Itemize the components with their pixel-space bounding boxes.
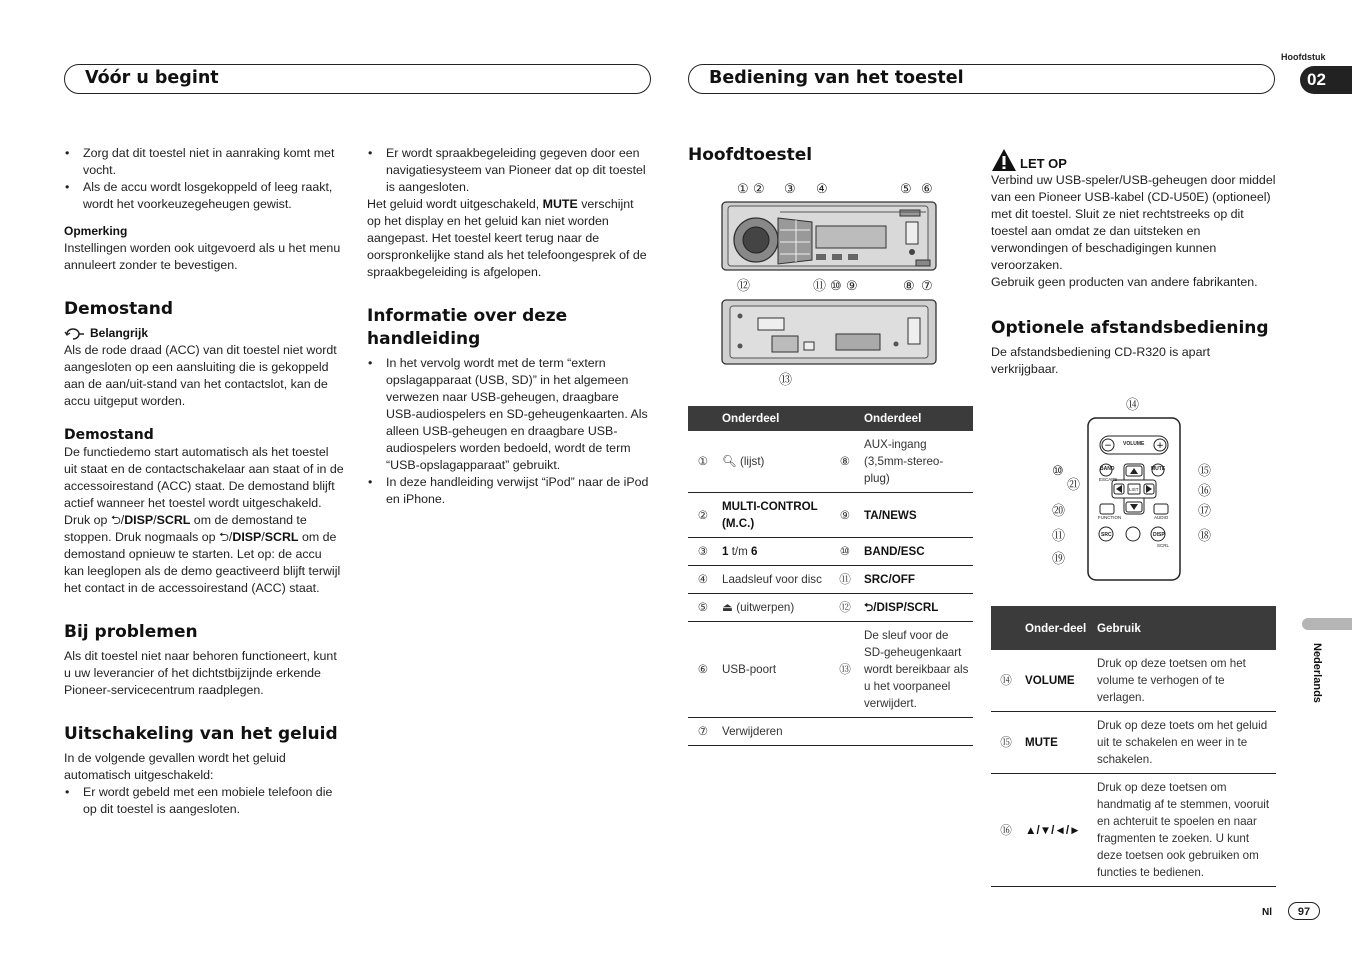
table-row	[688, 431, 973, 493]
head-unit-front-illustration	[720, 196, 940, 278]
row-number: ⑪	[830, 566, 860, 594]
mute-key: MUTE	[542, 197, 578, 211]
row-number	[830, 718, 860, 746]
back-icon: ⮌	[218, 530, 229, 544]
table-row	[688, 566, 973, 594]
remote-label-mute: MUTE	[1151, 466, 1166, 472]
part-text: OFF	[891, 573, 915, 586]
remote-heading: Optionele afstandsbediening	[991, 318, 1269, 338]
remote-label-audio: AUDIO	[1154, 515, 1169, 520]
remote-label-volume: VOLUME	[1123, 441, 1145, 447]
part-cell: USB-poort	[718, 622, 830, 718]
row-number: ⑦	[688, 718, 718, 746]
svg-text:−: −	[1104, 441, 1112, 451]
part-text: MULTI-CONTROL	[722, 500, 818, 513]
part-text: 6	[751, 545, 758, 558]
remote-label-scrl: SCRL	[1157, 543, 1170, 548]
spraak-bullets	[367, 145, 649, 196]
table-row	[688, 594, 973, 622]
page-number-badge	[1288, 902, 1320, 920]
belangrijk-label: Belangrijk	[90, 326, 149, 340]
row-number: ⑯	[991, 774, 1021, 887]
use-cell: Druk op deze toets om het geluid uit te schakelen en weer in te schakelen.	[1093, 712, 1276, 774]
important-icon	[64, 327, 86, 341]
column-2	[367, 145, 649, 508]
mute-text-part: verschijnt op het display en het geluid kan niet worden aangepast. Het toestel keert terug naar de oorspronkelijke stand als het telefoongesprek of de spraakbegeleiding is afgelopen.	[367, 197, 647, 279]
row-number: ⑫	[830, 594, 860, 622]
remote-label-disp: DISP	[1153, 532, 1165, 538]
remote-label-function: FUNCTION	[1098, 515, 1122, 520]
callout-10: ⑩	[830, 278, 842, 293]
demo-text-part: De functiedemo start automatisch als het toestel uit staat en de contactschakelaar aan staat of in de accessoirestand (ACC) staat. De demostand blijft actief wanneer het toestel wordt uitgeschakeld. Druk op	[64, 445, 344, 527]
use-cell: Druk op deze toetsen om het volume te verhogen of te verlagen.	[1093, 650, 1276, 712]
intro-bullets	[64, 145, 344, 213]
callout-9: ⑨	[846, 278, 858, 293]
list-item: • In het vervolg wordt met de term “extern opslagapparaat (USB, SD)” in het algemeen verwezen naar USB-geheugen, draagbare USB-audiospelers en SD-geheugenkaarten. Als alleen USB-geheugen en draagbare USB-audiospelers worden bedoeld, wordt de term “USB-opslagapparaat” gebruikt.	[367, 355, 649, 474]
callout-8: ⑧	[903, 278, 915, 293]
callout-11: ⑪	[813, 278, 827, 293]
callout-12: ⑫	[737, 278, 751, 293]
callout-3: ③	[784, 181, 796, 196]
scrl-key: SCRL	[264, 530, 299, 544]
table-row	[688, 622, 973, 718]
part-cell: AUX-ingang (3,5mm-stereo-plug)	[860, 431, 973, 493]
problemen-text: Als dit toestel niet naar behoren functioneert, kunt u uw leverancier of het dichtstbijzijnde erkende Pioneer-servicecentrum raadplegen.	[64, 649, 337, 697]
table-row	[688, 493, 973, 538]
part-text: SCRL	[906, 601, 939, 614]
part-cell	[860, 718, 973, 746]
table-header-row	[688, 406, 973, 431]
part-text: TA	[864, 508, 879, 522]
list-item: • Als de accu wordt losgekoppeld of leeg raakt, wordt het voorkeuzegeheugen gewist.	[64, 179, 344, 213]
chapter-label: Hoofdstuk	[1281, 52, 1326, 62]
list-item: • Zorg dat dit toestel niet in aanraking komt met vocht.	[64, 145, 344, 179]
back-icon: ⮌	[864, 601, 874, 614]
hoofdtoestel-heading: Hoofdtoestel	[688, 145, 813, 165]
part-text: t/m	[731, 545, 748, 558]
part-cell: De sleuf voor de SD-geheugenkaart wordt bereikbaar als u het voorpaneel verwijdert.	[860, 622, 973, 718]
table-header-cell	[830, 406, 860, 431]
problemen-heading: Bij problemen	[64, 622, 198, 642]
row-number: ②	[688, 493, 718, 538]
page-number: 97	[1297, 906, 1311, 918]
row-number: ③	[688, 538, 718, 566]
part-cell	[718, 431, 830, 493]
part-text: (uitwerpen)	[736, 601, 795, 614]
part-cell: ⮌/DISP/SCRL	[860, 594, 973, 622]
table-row	[688, 718, 973, 746]
row-number: ⑤	[688, 594, 718, 622]
list-item: • Er wordt spraakbegeleiding gegeven door een navigatiesysteem van Pioneer dat op dit toestel is aangesloten.	[367, 145, 649, 196]
callout-14: ⑭	[1126, 397, 1140, 412]
info-bullets	[367, 355, 649, 508]
callout-13: ⑬	[779, 372, 793, 387]
callout-4: ④	[816, 181, 828, 196]
letop-text-2: Gebruik geen producten van andere fabrikanten.	[991, 275, 1258, 289]
callout-15: ⑮	[1198, 463, 1212, 478]
column-1	[64, 145, 344, 818]
use-cell: Druk op deze toetsen om handmatig af te stemmen, vooruit en achteruit te spoelen en naar fragmenten te zoeken. U kunt deze toetsen ook gebruiken om functies te bedienen.	[1093, 774, 1276, 887]
scrl-key: SCRL	[156, 513, 191, 527]
opmerking-title: Opmerking	[64, 224, 128, 238]
part-text: ESC	[900, 545, 925, 558]
disp-key: DISP	[124, 513, 154, 527]
row-number: ⑩	[830, 538, 860, 566]
table-header-cell	[991, 606, 1021, 650]
belangrijk-text: Als de rode draad (ACC) van dit toestel niet wordt aangesloten op een aansluiting die is gekoppeld aan de aan/uit-stand van het contactslot, kan de accu uitgeput worden.	[64, 343, 337, 408]
table-row	[991, 712, 1276, 774]
demostand-subheading: Demostand	[64, 427, 154, 443]
section-title-right	[688, 64, 1275, 94]
part-text: 1	[722, 545, 729, 558]
remote-label-src: SRC	[1101, 532, 1112, 538]
demo-text-part: om de demostand opnieuw te starten. Let op: de accu kan leeglopen als de demo geactiveerd blijft terwijl het contact in de accessoirestand (ACC) staat.	[64, 530, 341, 595]
part-cell: TA/NEWS	[860, 493, 973, 538]
callout-19: ⑲	[1052, 551, 1066, 566]
part-cell: BAND/ESC	[860, 538, 973, 566]
row-number: ⑨	[830, 493, 860, 538]
part-cell: MUTE	[1021, 712, 1093, 774]
row-number: ⑮	[991, 712, 1021, 774]
language-tab-bar	[1302, 618, 1352, 630]
head-unit-body-illustration	[720, 296, 940, 368]
opmerking-text: Instellingen worden ook uitgevoerd als u het menu annuleert zonder te bevestigen.	[64, 241, 341, 272]
warning-icon	[991, 148, 1017, 172]
back-icon: ⮌	[110, 513, 121, 527]
remote-label-band: BAND	[1100, 466, 1115, 472]
language-tab	[1310, 643, 1326, 703]
mute-text-part: Het geluid wordt uitgeschakeld,	[367, 197, 540, 211]
callout-11r: ⑪	[1052, 528, 1066, 543]
callout-6: ⑥	[921, 181, 933, 196]
part-cell: SRC/OFF	[860, 566, 973, 594]
demostand-text: De functiedemo start automatisch als het toestel uit staat en de contactschakelaar aan staat of in de accessoirestand (ACC) staat. De demostand blijft actief wanneer het toestel wordt uitgeschakeld. Druk op ⮌/DISP/SCRL om de demostand te stoppen. Druk nogmaals op ⮌/DISP/SCRL om de demostand opnieuw te starten. Let op: de accu kan leeglopen als de demo geactiveerd blijft terwijl het contact in de accessoirestand (ACC) staat.	[64, 445, 344, 595]
part-text: NEWS	[881, 508, 917, 522]
remote-label-list: LIST	[1129, 487, 1139, 492]
callout-21: ㉑	[1067, 477, 1081, 492]
part-text: DISP	[876, 601, 904, 614]
callout-5: ⑤	[900, 181, 912, 196]
demostand-heading: Demostand	[64, 299, 174, 319]
row-number: ⑧	[830, 431, 860, 493]
callout-16: ⑯	[1198, 483, 1212, 498]
table-header-cell: Gebruik	[1093, 606, 1276, 650]
chapter-badge	[1300, 66, 1352, 94]
part-text: BAND	[864, 545, 898, 558]
callout-7: ⑦	[921, 278, 933, 293]
list-item: • In deze handleiding verwijst “iPod” naar de iPod en iPhone.	[367, 474, 649, 508]
row-number: ⑭	[991, 650, 1021, 712]
svg-text:+: +	[1156, 441, 1164, 451]
chapter-number: 02	[1307, 70, 1326, 89]
geluid-heading: Uitschakeling van het geluid	[64, 724, 338, 744]
callout-17: ⑰	[1198, 503, 1212, 518]
list-item: • Er wordt gebeld met een mobiele telefoon die op dit toestel is aangesloten.	[64, 784, 344, 818]
part-text: (M.C.)	[722, 517, 755, 530]
table-row	[688, 538, 973, 566]
part-cell	[718, 538, 830, 566]
parts-table	[688, 406, 973, 746]
callout-18: ⑱	[1198, 528, 1212, 543]
table-header-cell: Onderdeel	[860, 406, 973, 431]
belangrijk-row	[64, 325, 344, 342]
geluid-text: In de volgende gevallen wordt het geluid automatisch uitgeschakeld:	[64, 751, 286, 782]
language-tab-text: Nederlands	[1311, 643, 1323, 703]
lang-code: Nl	[1262, 907, 1272, 918]
demo-text-part: om de demostand te stoppen. Druk nogmaals op	[64, 513, 307, 544]
table-header-row	[991, 606, 1276, 650]
part-cell: ▲/▼/◄/►	[1021, 774, 1093, 887]
section-title-left-text: Vóór u begint	[85, 68, 219, 88]
letop-title-row	[991, 148, 1276, 172]
table-header-cell	[688, 406, 718, 431]
letop-block	[991, 148, 1276, 378]
remote-table	[991, 606, 1276, 887]
info-heading: Informatie over deze handleiding	[367, 306, 568, 349]
row-number: ④	[688, 566, 718, 594]
remote-text: De afstandsbediening CD-R320 is apart verkrijgbaar.	[991, 345, 1211, 376]
table-row	[991, 650, 1276, 712]
part-cell	[718, 493, 830, 538]
part-cell	[718, 594, 830, 622]
callout-1: ①	[737, 181, 749, 196]
letop-text: Verbind uw USB-speler/USB-geheugen door middel van een Pioneer USB-kabel (CD-U50E) (optioneel) met dit toestel. Sluit ze niet rechtstreeks op dit toestel aan omdat ze dan uitsteken en verwondingen of beschadigingen kunnen veroorzaken.	[991, 173, 1276, 272]
callout-2: ②	[753, 181, 765, 196]
mute-text	[367, 196, 649, 281]
geluid-bullets	[64, 784, 344, 818]
table-header-cell: Onderdeel	[718, 406, 830, 431]
callout-10r: ⑩	[1052, 463, 1064, 478]
table-header-cell: Onder-deel	[1021, 606, 1093, 650]
part-cell: Verwijderen	[718, 718, 830, 746]
row-number: ⑬	[830, 622, 860, 718]
callout-20: ⑳	[1052, 503, 1066, 518]
part-text: (lijst)	[739, 455, 765, 468]
search-icon: 🔍︎	[722, 455, 737, 468]
section-title-right-text: Bediening van het toestel	[709, 68, 964, 88]
disp-key: DISP	[232, 530, 262, 544]
letop-title: LET OP	[1020, 156, 1067, 171]
eject-icon: ⏏	[722, 601, 733, 614]
section-title-left	[64, 64, 651, 94]
part-cell: Laadsleuf voor disc	[718, 566, 830, 594]
remote-label-escape: ESCAPE	[1099, 477, 1118, 482]
row-number: ①	[688, 431, 718, 493]
part-cell: VOLUME	[1021, 650, 1093, 712]
table-row	[991, 774, 1276, 887]
part-text: SRC	[864, 573, 889, 586]
row-number: ⑥	[688, 622, 718, 718]
